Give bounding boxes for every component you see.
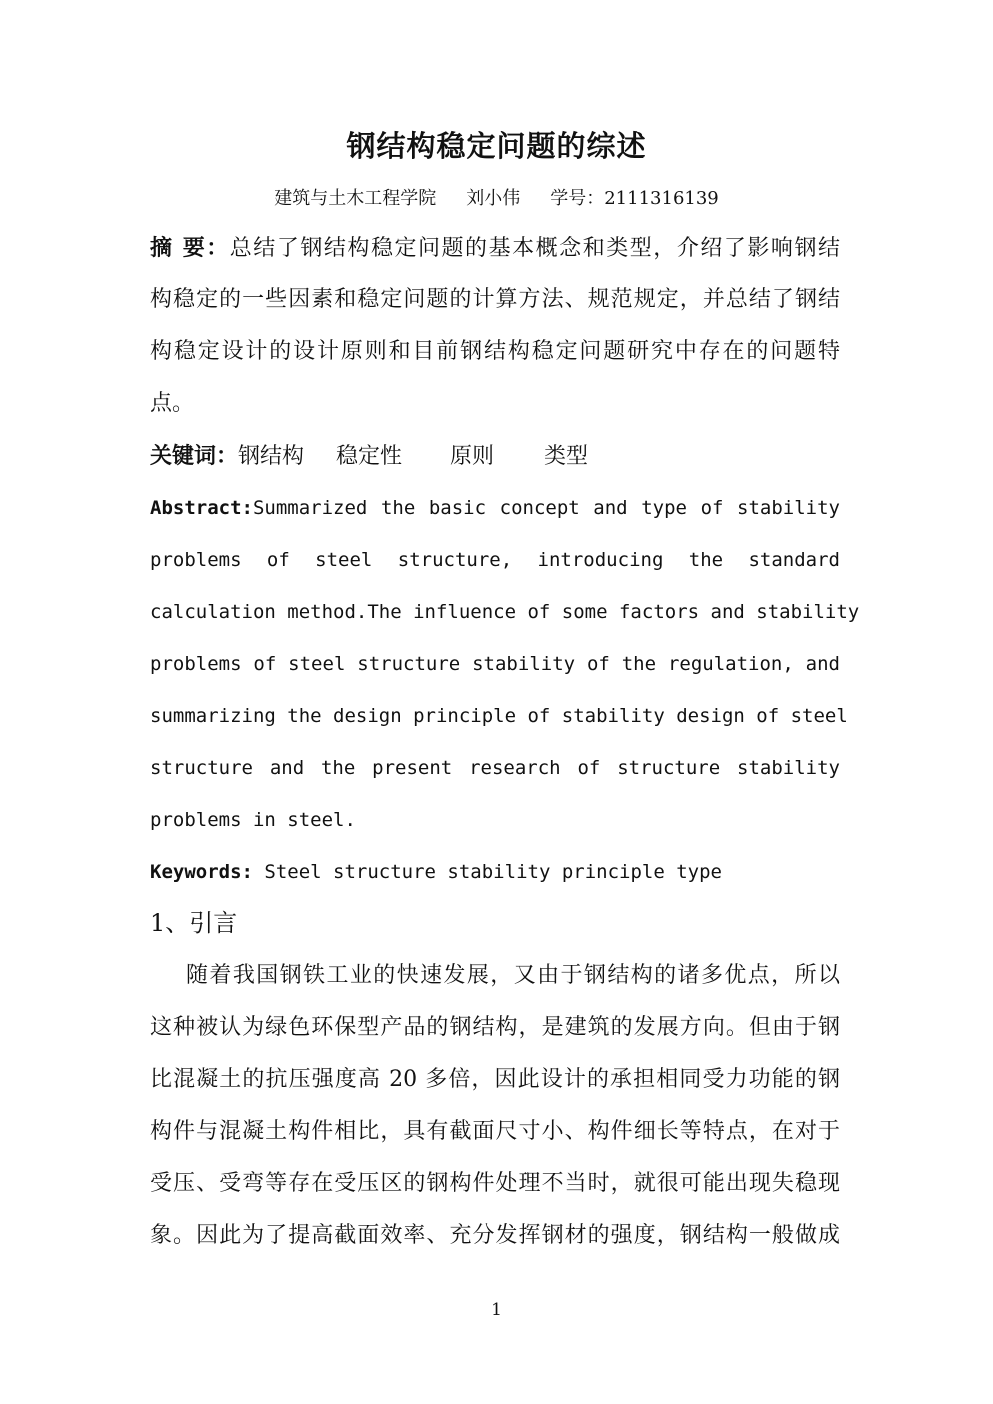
abstract-en-line: problems of steel structure, introducing the standard	[150, 549, 840, 571]
abstract-cn-label: 摘 要：	[150, 235, 230, 261]
keywords-en	[150, 846, 840, 898]
body-line: 受压、受弯等存在受压区的钢构件处理不当时，就很可能出现失稳现	[150, 1171, 840, 1196]
keywords-cn-label: 关键词：	[150, 443, 239, 469]
body-line: 这种被认为绿色环保型产品的钢结构，是建筑的发展方向。但由于钢	[150, 1015, 840, 1040]
abstract-en-line: calculation method.The influence of some factors and stability	[150, 601, 860, 623]
keyword-item: 钢结构	[238, 444, 305, 469]
abstract-en-line: problems in steel.	[150, 809, 356, 831]
keyword-item: 稳定性	[336, 444, 403, 469]
abstract-cn	[150, 222, 840, 430]
student-id: 学号：2111316139	[550, 188, 719, 209]
author-name: 刘小伟	[466, 188, 521, 209]
section-body	[150, 950, 840, 1262]
body-line: 构件与混凝土构件相比，具有截面尺寸小、构件细长等特点，在对于	[150, 1119, 840, 1144]
paper-title: 钢结构稳定问题的综述	[346, 129, 647, 163]
abstract-en	[150, 482, 860, 846]
abstract-cn-line: 点。	[150, 391, 195, 416]
abstract-en-line: summarizing the design principle of stability design of steel	[150, 705, 848, 727]
keywords-cn	[150, 430, 840, 482]
school-name: 建筑与土木工程学院	[274, 188, 437, 209]
page-number: 1	[491, 1300, 502, 1320]
abstract-en-line: Summarized the basic concept and type of stability	[252, 497, 840, 519]
abstract-cn-line: 构稳定的一些因素和稳定问题的计算方法、规范规定，并总结了钢结	[150, 287, 840, 312]
abstract-en-line: structure and the present research of structure stability	[150, 757, 840, 779]
abstract-en-label: Abstract:	[150, 497, 253, 519]
section-heading: 1、引言	[150, 909, 238, 937]
body-line: 比混凝土的抗压强度高 20 多倍，因此设计的承担相同受力功能的钢	[150, 1067, 840, 1092]
abstract-cn-line: 总结了钢结构稳定问题的基本概念和类型，介绍了影响钢结	[229, 236, 840, 261]
body-line: 象。因此为了提高截面效率、充分发挥钢材的强度，钢结构一般做成	[150, 1223, 840, 1248]
abstract-en-line: problems of steel structure stability of the regulation, and	[150, 653, 840, 675]
keyword-item: 类型	[544, 444, 589, 469]
keywords-en-text: Steel structure stability principle type	[264, 861, 722, 883]
keyword-item: 原则	[450, 444, 495, 469]
body-line: 随着我国钢铁工业的快速发展，又由于钢结构的诸多优点，所以	[186, 963, 840, 988]
author-line	[0, 184, 993, 210]
abstract-cn-line: 构稳定设计的设计原则和目前钢结构稳定问题研究中存在的问题特	[150, 339, 840, 364]
keywords-en-label: Keywords:	[150, 861, 253, 883]
